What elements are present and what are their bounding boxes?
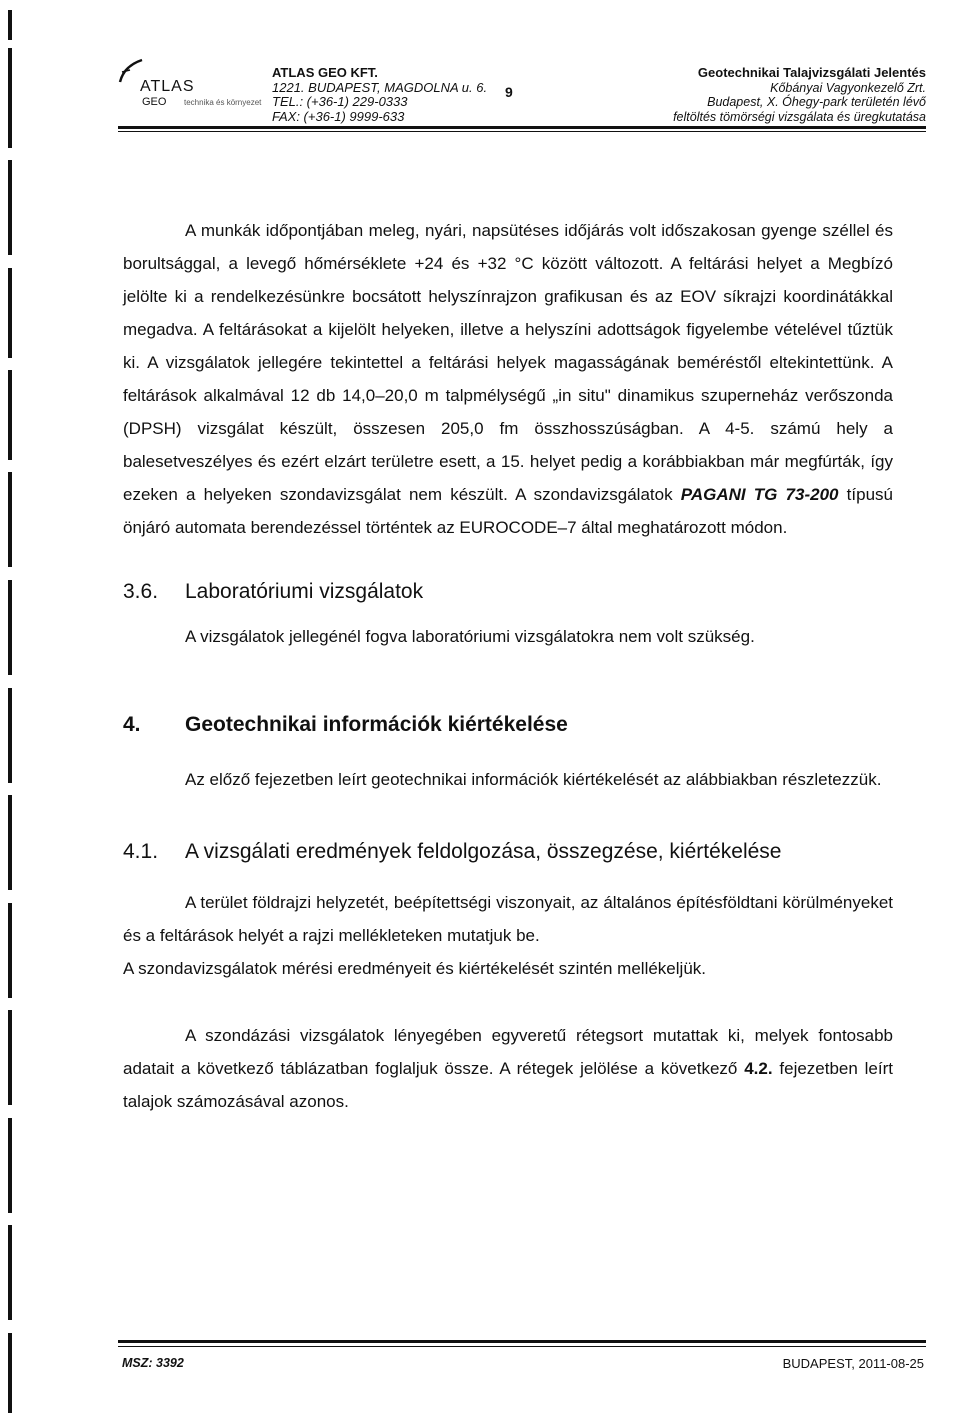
section-number: 4.: [123, 713, 141, 736]
report-subject: feltöltés tömörségi vizsgálata és üregkutatása: [673, 109, 926, 124]
report-title: Geotechnikai Talajvizsgálati Jelentés: [697, 65, 926, 80]
paragraph-intro: Az előző fejezetben leírt geotechnikai információk kiértékelését az alábbiakban részletezzük.: [185, 770, 882, 789]
document-number: MSZ: 3392: [122, 1356, 184, 1370]
footer-divider-thin: [118, 1346, 926, 1347]
section-heading-4: [123, 713, 893, 737]
company-phone: TEL.: (+36-1) 229-0333: [272, 94, 408, 109]
section-number: 4.1.: [123, 840, 159, 863]
paragraph-lab: A vizsgálatok jellegénél fogva laboratóriumi vizsgálatokra nem volt szükség.: [185, 627, 755, 646]
section-title: Geotechnikai információk kiértékelése: [185, 713, 568, 736]
page-number: 9: [505, 84, 513, 100]
paragraph-conditions: [123, 214, 893, 544]
report-client: Kőbányai Vagyonkezelő Zrt.: [770, 80, 926, 95]
paragraph-layers-text: A szondázási vizsgálatok lényegében egyveretű rétegsort mutattak ki, melyek fontosabb adatait a következő táblázatban foglaljuk össze. A rétegek jelölése a következő: [123, 1026, 893, 1078]
logo-wordmark-geo: GEO: [142, 96, 167, 108]
logo-tagline: technika és környezet: [184, 98, 262, 107]
paragraph-location: A terület földrajzi helyzetét, beépítettségi viszonyait, az általános építésföldtani körülményeket és a feltárások helyét a rajzi mellékleteken mutatjuk be.: [123, 893, 893, 945]
paragraph-results: A szondavizsgálatok mérési eredményeit és kiértékelését szintén mellékeljük.: [123, 959, 706, 978]
paragraph-conditions-text: A munkák időpontjában meleg, nyári, napsütéses időjárás volt időszakosan gyenge széllel és borultsággal, a levegő hőmérséklete +24 és +32 °C között változott. A feltárási helyet a Megbízó jelölte ki a rendelkezésünkre bocsátott helyszínrajzon grafikusan és az EOV síkrajzi koordinátákkal megadva. A feltárásokat a kijelölt helyeken, illetve a helyszíni adottságok figyelembe vételével tűztük ki. A vizsgálatok jellegére tekintettel a feltárási helyek magasságának beméréstől eltekintettünk. A feltárások alkalmával 12 db 14,0–20,0 m talpmélységű „in situ" dinamikus szuperneház verőszonda (DPSH) vizsgálat készült, összesen 205,0 fm összhosszúságban. A 4-5. számú hely a balesetveszélyes és ezért elzárt területre esett, a 15. helyet pedig a korábbiakban már megfúrták, így ezeken a helyeken szondavizsgálat nem készült. A szondavizsgálatok: [123, 221, 893, 504]
place-and-date: BUDAPEST, 2011-08-25: [782, 1356, 924, 1371]
document-body: [123, 214, 893, 1118]
logo-wordmark-atlas: ATLAS: [140, 78, 195, 95]
company-address: 1221. BUDAPEST, MAGDOLNA u. 6.: [272, 79, 488, 95]
section-number: 3.6.: [123, 580, 159, 603]
report-info: [586, 66, 926, 124]
company-logo: [118, 58, 268, 120]
section-title: A vizsgálati eredmények feldolgozása, összegzése, kiértékelése: [185, 840, 782, 863]
company-fax: FAX: (+36-1) 9999-633: [272, 108, 405, 124]
page-header: [0, 0, 960, 140]
section-heading-4-1: [123, 840, 893, 864]
section-reference: 4.2.: [744, 1059, 773, 1078]
paragraph-layers: [123, 1019, 893, 1118]
header-divider-thin: [118, 131, 926, 132]
paragraph-layers-end: fejezetben leírt talajok számozásával azonos.: [123, 1059, 893, 1111]
company-name: ATLAS GEO KFT.: [272, 65, 378, 80]
section-title: Laboratóriumi vizsgálatok: [185, 580, 424, 603]
section-heading-3-6: [123, 580, 893, 604]
company-info: [272, 66, 487, 124]
device-name: PAGANI TG 73-200: [680, 485, 839, 504]
header-divider: [118, 126, 926, 129]
report-location: Budapest, X. Óhegy-park területén lévő: [707, 95, 926, 109]
paragraph-conditions-end: típusú önjáró automata berendezéssel történtek az EUROCODE–7 által meghatározott módon.: [123, 485, 893, 537]
footer-divider: [118, 1340, 926, 1343]
